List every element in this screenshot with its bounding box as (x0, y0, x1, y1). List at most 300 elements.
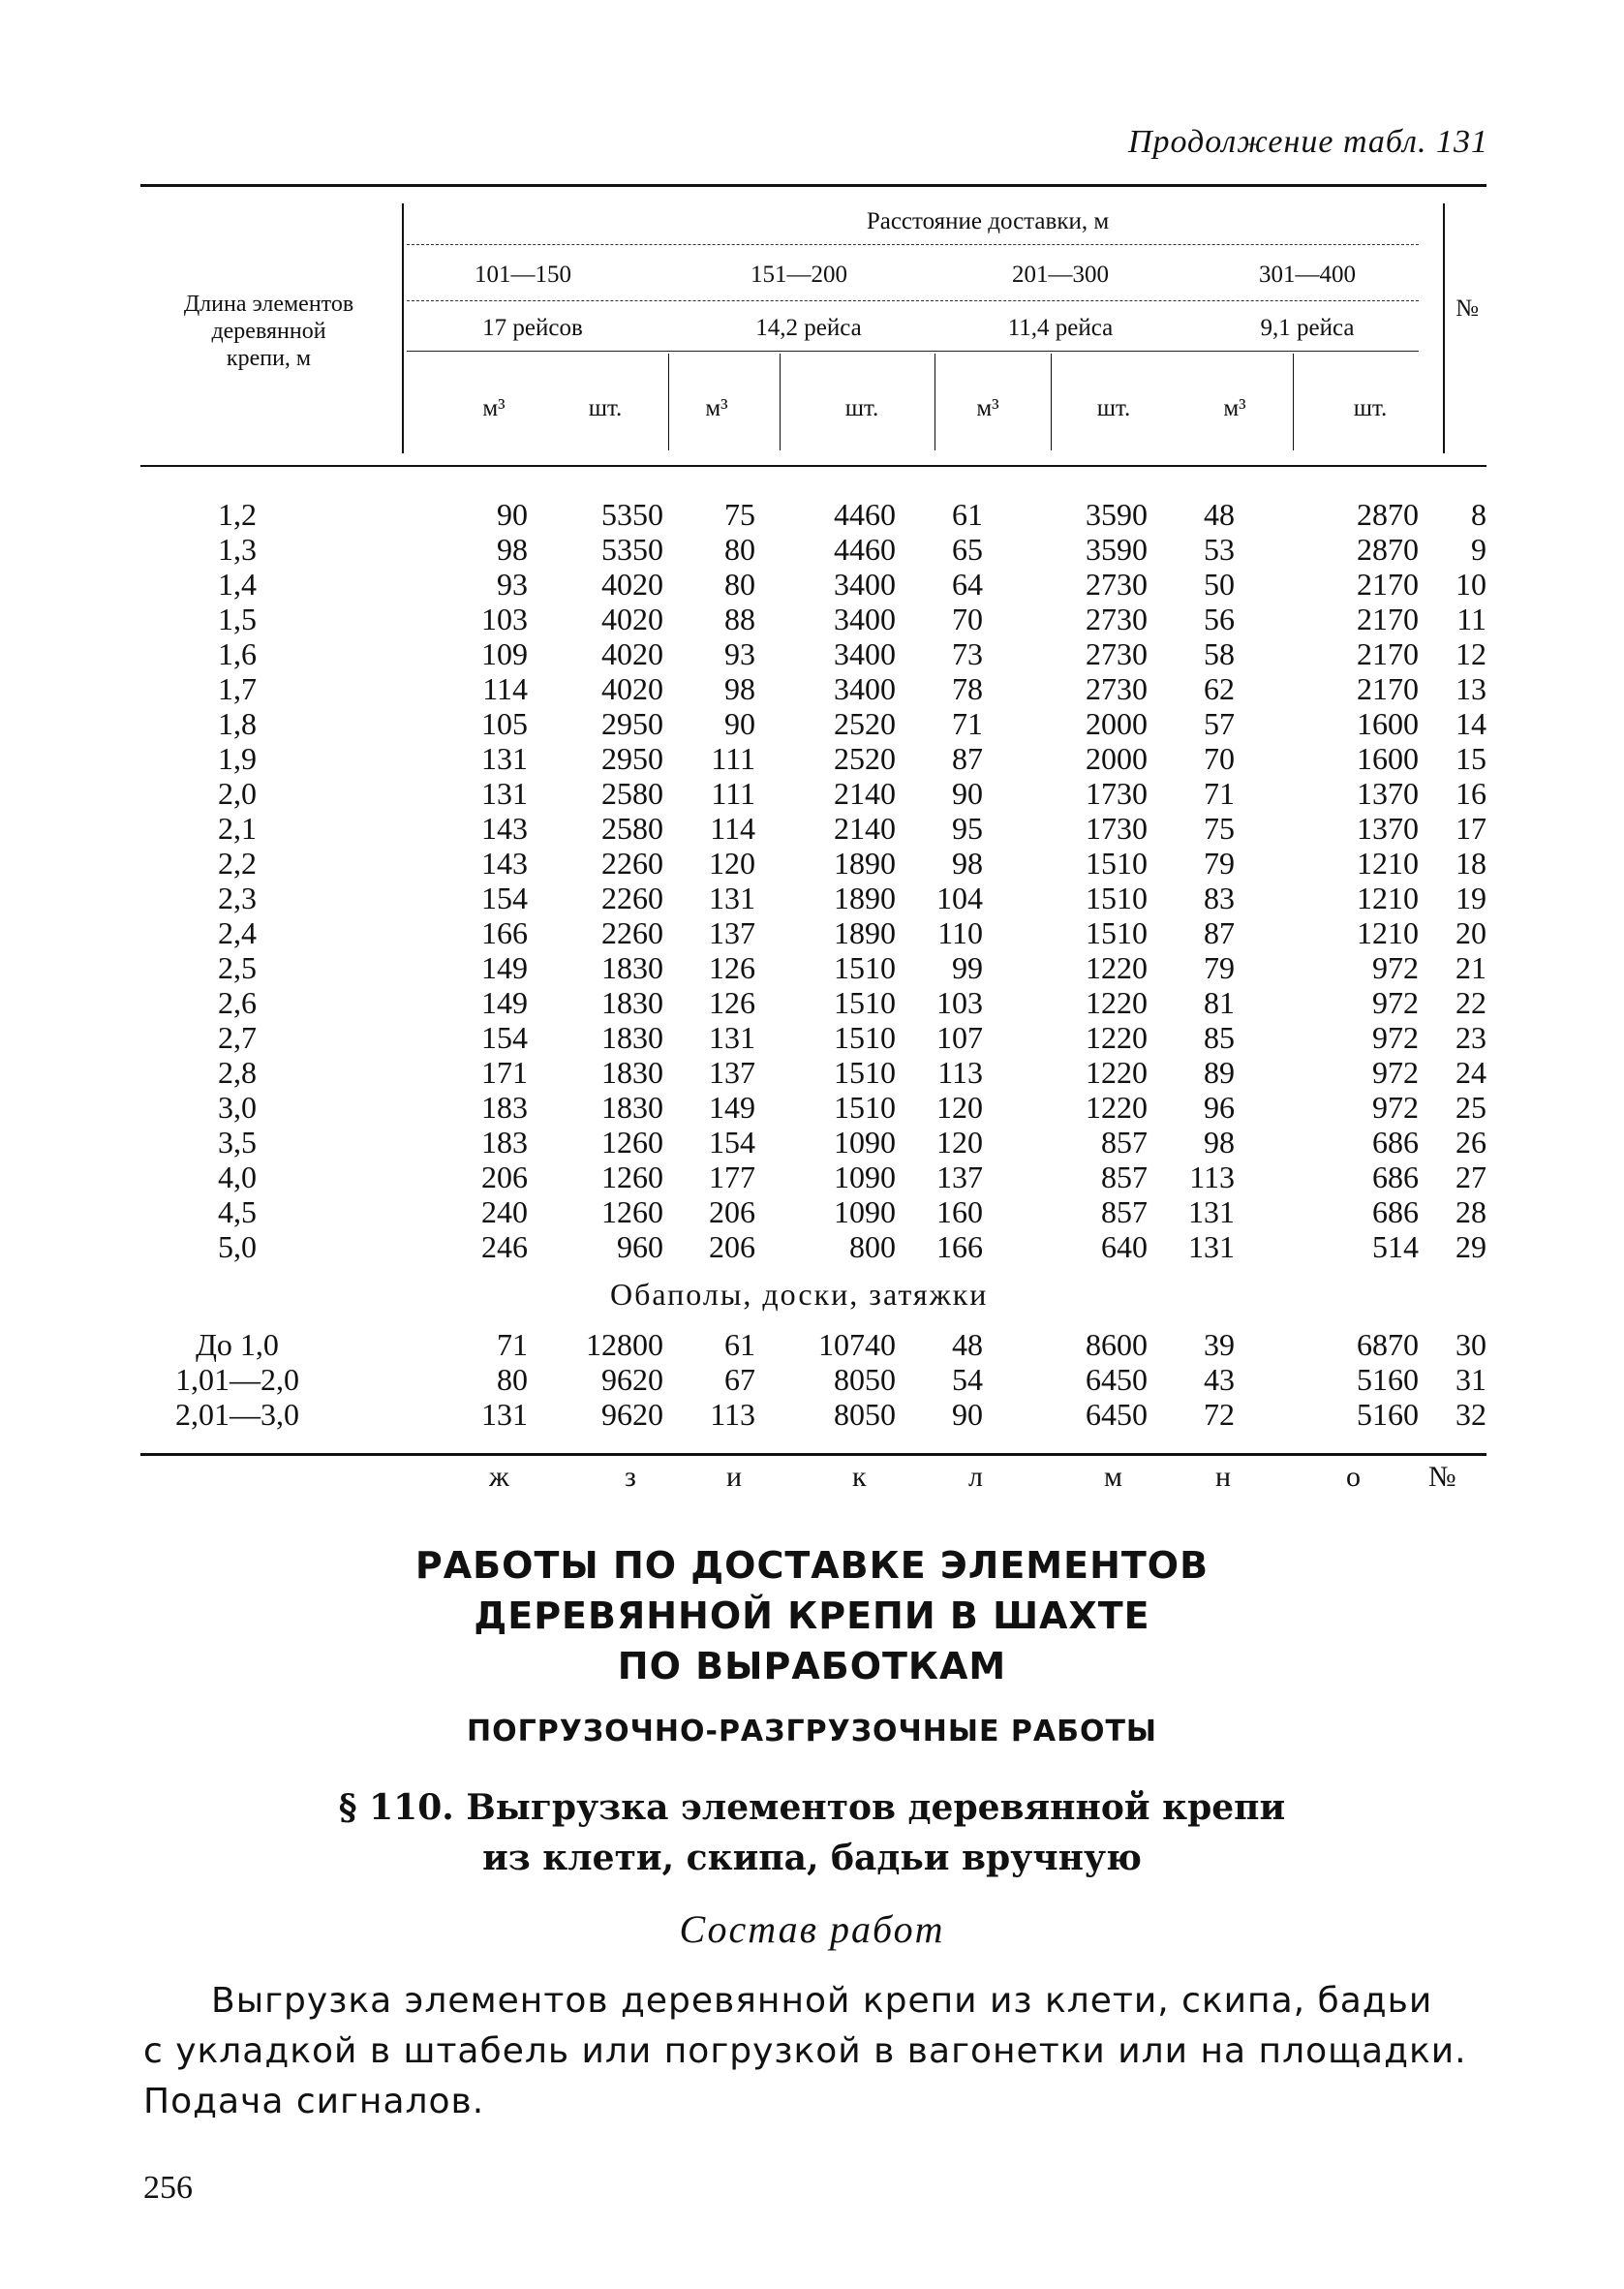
table-cell: 2950 (601, 741, 663, 776)
row-length-cell: 2,2 (218, 846, 257, 881)
table-cell: 137 (936, 1160, 983, 1194)
table-cell: 8600 (1086, 1327, 1148, 1362)
table-row (140, 602, 1486, 636)
row-length-cell: 2,8 (218, 1055, 257, 1090)
table-cell: 1890 (834, 915, 896, 950)
table-row (140, 636, 1486, 671)
table-cell: 857 (1101, 1125, 1148, 1160)
row-label-header (136, 291, 402, 372)
row-length-cell: 2,0 (218, 776, 257, 811)
table-cell: 5160 (1357, 1397, 1419, 1432)
continuation-label: Продолжение табл. 131 (1127, 124, 1488, 160)
table-cell: 137 (709, 1055, 755, 1090)
unit-sht: шт. (1096, 395, 1131, 421)
table-cell: 64 (952, 567, 983, 602)
title-line: ДЕРЕВЯННОЙ КРЕПИ В ШАХТЕ (474, 1594, 1150, 1637)
table-cell: 1510 (834, 1090, 896, 1125)
table-cell: 85 (1204, 1020, 1235, 1055)
table-cell: 2580 (601, 811, 663, 846)
table-cell: 103 (936, 985, 983, 1020)
table-bottom-rule (140, 1453, 1486, 1456)
table-row (140, 881, 1486, 915)
row-length-cell: 1,9 (218, 741, 257, 776)
table-row (140, 950, 1486, 985)
table-cell: 2580 (601, 776, 663, 811)
column-key: и (726, 1461, 743, 1493)
row-label-line: крепи, м (226, 346, 312, 371)
table-cell: 686 (1372, 1125, 1419, 1160)
section-line: § 110. Выгрузка элементов деревянной крепи (338, 1787, 1286, 1828)
table-cell: 12 (1455, 636, 1486, 671)
table-cell: 171 (481, 1055, 528, 1090)
table-cell: 103 (481, 602, 528, 636)
table-cell: 15 (1455, 741, 1486, 776)
table-cell: 2140 (834, 776, 896, 811)
table-cell: 14 (1455, 706, 1486, 741)
table-cell: 126 (709, 950, 755, 985)
distance-title: Расстояние доставки, м (866, 208, 1110, 234)
table-cell: 24 (1455, 1055, 1486, 1090)
table-row (140, 1125, 1486, 1160)
table-cell: 71 (1204, 776, 1235, 811)
table-cell: 4460 (834, 497, 896, 532)
table-cell: 27 (1455, 1160, 1486, 1194)
table-cell: 9620 (601, 1397, 663, 1432)
unit-divider (668, 354, 669, 450)
column-key: л (968, 1461, 983, 1493)
number-header: № (1455, 295, 1479, 322)
table-cell: 857 (1101, 1160, 1148, 1194)
table-cell: 75 (724, 497, 755, 532)
table-cell: 131 (481, 776, 528, 811)
table-cell: 54 (952, 1362, 983, 1397)
table-cell: 154 (481, 1020, 528, 1055)
table-cell: 2170 (1357, 671, 1419, 706)
table-cell: 114 (482, 671, 528, 706)
table-cell: 19 (1455, 881, 1486, 915)
table-cell: 1510 (834, 1020, 896, 1055)
row-length-cell: 1,5 (218, 602, 257, 636)
table-cell: 111 (711, 776, 755, 811)
table-cell: 2520 (834, 741, 896, 776)
table-cell: 6450 (1086, 1397, 1148, 1432)
subtitle: ПОГРУЗОЧНО-РАЗГРУЗОЧНЫЕ РАБОТЫ (466, 1715, 1158, 1748)
table-row (140, 776, 1486, 811)
header-rule (407, 244, 1419, 245)
table-cell: 104 (936, 881, 983, 915)
table-row (140, 915, 1486, 950)
table-cell: 972 (1372, 1020, 1419, 1055)
table-row (140, 1055, 1486, 1090)
table-cell: 960 (617, 1229, 663, 1264)
table-cell: 87 (952, 741, 983, 776)
table-cell: 2520 (834, 706, 896, 741)
data-table-second (140, 1327, 1486, 1432)
table-cell: 20 (1455, 915, 1486, 950)
table-cell: 154 (481, 881, 528, 915)
table-cell: 87 (1204, 915, 1235, 950)
range-label: 151—200 (751, 262, 847, 288)
table-cell: 50 (1204, 567, 1235, 602)
table-cell: 131 (709, 881, 755, 915)
table-cell: 1830 (601, 1020, 663, 1055)
table-cell: 8 (1471, 497, 1486, 532)
table-cell: 143 (481, 846, 528, 881)
table-row (140, 1194, 1486, 1229)
table-cell: 61 (724, 1327, 755, 1362)
table-cell: 4020 (601, 567, 663, 602)
table-cell: 75 (1204, 811, 1235, 846)
table-cell: 28 (1455, 1194, 1486, 1229)
column-key: № (1428, 1461, 1456, 1493)
table-cell: 95 (952, 811, 983, 846)
table-cell: 9 (1471, 532, 1486, 567)
table-row (140, 1327, 1486, 1362)
table-cell: 80 (724, 567, 755, 602)
table-cell: 3400 (834, 636, 896, 671)
table-cell: 73 (952, 636, 983, 671)
table-cell: 1600 (1357, 741, 1419, 776)
table-cell: 78 (952, 671, 983, 706)
table-cell: 11 (1456, 602, 1486, 636)
table-row (140, 532, 1486, 567)
table-cell: 93 (497, 567, 528, 602)
table-cell: 154 (709, 1125, 755, 1160)
table-cell: 70 (1204, 741, 1235, 776)
table-cell: 10 (1455, 567, 1486, 602)
table-cell: 800 (849, 1229, 896, 1264)
row-length-cell: 4,0 (218, 1160, 257, 1194)
table-cell: 39 (1204, 1327, 1235, 1362)
table-cell: 1510 (1086, 846, 1148, 881)
table-cell: 12800 (586, 1327, 663, 1362)
table-cell: 4020 (601, 636, 663, 671)
title-line: РАБОТЫ ПО ДОСТАВКЕ ЭЛЕМЕНТОВ (414, 1544, 1210, 1587)
table-cell: 1370 (1357, 776, 1419, 811)
table-row (140, 1020, 1486, 1055)
table-cell: 686 (1372, 1194, 1419, 1229)
table-cell: 88 (724, 602, 755, 636)
table-cell: 2260 (601, 915, 663, 950)
table-cell: 58 (1204, 636, 1235, 671)
table-cell: 80 (497, 1362, 528, 1397)
table-cell: 131 (1188, 1194, 1235, 1229)
table-cell: 90 (724, 706, 755, 741)
table-cell: 3400 (834, 567, 896, 602)
column-key: н (1215, 1461, 1232, 1493)
table-cell: 1260 (601, 1194, 663, 1229)
table-cell: 149 (481, 950, 528, 985)
table-cell: 131 (481, 1397, 528, 1432)
table-cell: 1220 (1086, 1020, 1148, 1055)
table-cell: 1510 (834, 1055, 896, 1090)
column-key: о (1346, 1461, 1361, 1493)
table-cell: 5350 (601, 532, 663, 567)
table-row (140, 1090, 1486, 1125)
table-cell: 686 (1372, 1160, 1419, 1194)
title-line: ПО ВЫРАБОТКАМ (617, 1645, 1007, 1687)
table-cell: 30 (1455, 1327, 1486, 1362)
table-cell: 32 (1455, 1397, 1486, 1432)
table-row (140, 671, 1486, 706)
table-cell: 26 (1455, 1125, 1486, 1160)
table-cell: 96 (1204, 1090, 1235, 1125)
table-cell: 1210 (1357, 881, 1419, 915)
table-cell: 3400 (834, 671, 896, 706)
table-cell: 9620 (601, 1362, 663, 1397)
table-cell: 1510 (834, 950, 896, 985)
table-cell: 6870 (1357, 1327, 1419, 1362)
range-label: 301—400 (1259, 262, 1356, 288)
table-cell: 1600 (1357, 706, 1419, 741)
section-line: из клети, скипа, бадьи вручную (482, 1838, 1142, 1878)
row-length-cell: 3,5 (218, 1125, 257, 1160)
row-length-cell: 2,7 (218, 1020, 257, 1055)
body-paragraph (143, 1976, 1489, 2127)
table-cell: 3590 (1086, 532, 1148, 567)
column-key: ж (489, 1461, 509, 1493)
table-cell: 80 (724, 532, 755, 567)
table-cell: 90 (952, 776, 983, 811)
table-cell: 3400 (834, 602, 896, 636)
column-key: з (625, 1461, 636, 1493)
table-cell: 4460 (834, 532, 896, 567)
table-row (140, 1397, 1486, 1432)
table-row (140, 811, 1486, 846)
table-cell: 83 (1204, 881, 1235, 915)
table-cell: 1220 (1086, 950, 1148, 985)
table-row (140, 497, 1486, 532)
table-cell: 1090 (834, 1125, 896, 1160)
row-length-cell: 2,5 (218, 950, 257, 985)
table-cell: 67 (724, 1362, 755, 1397)
table-cell: 8050 (834, 1362, 896, 1397)
table-cell: 90 (952, 1397, 983, 1432)
table-cell: 90 (497, 497, 528, 532)
table-cell: 65 (952, 532, 983, 567)
page-number: 256 (143, 2170, 193, 2206)
unit-m3: м³ (482, 395, 506, 421)
table-cell: 98 (497, 532, 528, 567)
table-cell: 53 (1204, 532, 1235, 567)
table-cell: 72 (1204, 1397, 1235, 1432)
header-divider-right (1443, 203, 1445, 453)
table-cell: 149 (481, 985, 528, 1020)
table-cell: 111 (711, 741, 755, 776)
row-label-line: деревянной (211, 319, 326, 344)
table-cell: 6450 (1086, 1362, 1148, 1397)
table-cell: 2730 (1086, 567, 1148, 602)
header-bottom-rule (140, 465, 1486, 467)
table-cell: 2950 (601, 706, 663, 741)
row-length-cell: 1,4 (218, 567, 257, 602)
table-cell: 5160 (1357, 1362, 1419, 1397)
table-cell: 131 (1188, 1229, 1235, 1264)
table-cell: 972 (1372, 1090, 1419, 1125)
table-cell: 2260 (601, 846, 663, 881)
table-cell: 110 (937, 915, 983, 950)
table-cell: 3590 (1086, 497, 1148, 532)
unit-m3: м³ (1223, 395, 1246, 421)
composition-heading: Состав работ (679, 1907, 945, 1951)
table-cell: 1210 (1357, 915, 1419, 950)
table-cell: 98 (952, 846, 983, 881)
table-cell: 2730 (1086, 636, 1148, 671)
table-cell: 149 (709, 1090, 755, 1125)
table-cell: 71 (952, 706, 983, 741)
table-cell: 1890 (834, 881, 896, 915)
table-cell: 56 (1204, 602, 1235, 636)
header-divider-left (402, 203, 404, 453)
unit-sht: шт. (844, 395, 879, 421)
table-cell: 1830 (601, 985, 663, 1020)
row-length-cell: До 1,0 (196, 1327, 279, 1362)
table-cell: 1090 (834, 1160, 896, 1194)
table-cell: 131 (481, 741, 528, 776)
table-cell: 25 (1455, 1090, 1486, 1125)
table-cell: 1730 (1086, 811, 1148, 846)
range-label: 101—150 (475, 262, 571, 288)
table-cell: 113 (1189, 1160, 1235, 1194)
table-cell: 1730 (1086, 776, 1148, 811)
data-table (140, 497, 1486, 1264)
table-cell: 246 (481, 1229, 528, 1264)
paragraph-line: Выгрузка элементов деревянной крепи из клети, скипа, бадьи (211, 1981, 1433, 2021)
trips-label: 11,4 рейса (1007, 315, 1114, 341)
table-cell: 93 (724, 636, 755, 671)
table-cell: 120 (936, 1125, 983, 1160)
table-cell: 13 (1455, 671, 1486, 706)
table-row (140, 706, 1486, 741)
row-length-cell: 1,2 (218, 497, 257, 532)
table-cell: 514 (1372, 1229, 1419, 1264)
table-cell: 61 (952, 497, 983, 532)
table-cell: 1890 (834, 846, 896, 881)
table-cell: 1210 (1357, 846, 1419, 881)
row-length-cell: 2,01—3,0 (175, 1397, 299, 1432)
range-label: 201—300 (1012, 262, 1109, 288)
table-cell: 2170 (1357, 602, 1419, 636)
table-cell: 1510 (834, 985, 896, 1020)
table-cell: 972 (1372, 950, 1419, 985)
row-length-cell: 2,4 (218, 915, 257, 950)
unit-sht: шт. (1353, 395, 1388, 421)
table-cell: 1220 (1086, 1055, 1148, 1090)
table-cell: 2730 (1086, 671, 1148, 706)
table-cell: 1260 (601, 1125, 663, 1160)
trips-label: 17 рейсов (482, 315, 583, 341)
table-cell: 240 (481, 1194, 528, 1229)
trips-label: 14,2 рейса (755, 315, 862, 341)
table-cell: 99 (952, 950, 983, 985)
table-cell: 1510 (1086, 881, 1148, 915)
table-cell: 107 (936, 1020, 983, 1055)
section-heading (0, 1782, 1624, 1883)
table-cell: 43 (1204, 1362, 1235, 1397)
table-cell: 1510 (1086, 915, 1148, 950)
table-cell: 2170 (1357, 636, 1419, 671)
trips-label: 9,1 рейса (1260, 315, 1355, 341)
table-cell: 48 (1204, 497, 1235, 532)
table-cell: 206 (709, 1194, 755, 1229)
table-cell: 48 (952, 1327, 983, 1362)
table-row (140, 846, 1486, 881)
table-cell: 8050 (834, 1397, 896, 1432)
table-cell: 17 (1455, 811, 1486, 846)
table-cell: 2170 (1357, 567, 1419, 602)
table-cell: 2140 (834, 811, 896, 846)
table-cell: 18 (1455, 846, 1486, 881)
paragraph-line: с укладкой в штабель или погрузкой в вагонетки или на площадки. (143, 2031, 1467, 2071)
table-cell: 143 (481, 811, 528, 846)
unit-divider (1293, 354, 1294, 450)
row-length-cell: 3,0 (218, 1090, 257, 1125)
header-rule (407, 351, 1419, 352)
table-subheading: Обаполы, доски, затяжки (610, 1277, 989, 1312)
table-cell: 23 (1455, 1020, 1486, 1055)
table-cell: 1220 (1086, 985, 1148, 1020)
table-cell: 2730 (1086, 602, 1148, 636)
table-cell: 183 (481, 1090, 528, 1125)
table-cell: 4020 (601, 671, 663, 706)
table-cell: 2870 (1357, 497, 1419, 532)
table-cell: 109 (481, 636, 528, 671)
unit-m3: м³ (976, 395, 999, 421)
table-cell: 206 (709, 1229, 755, 1264)
table-cell: 166 (936, 1229, 983, 1264)
row-length-cell: 1,8 (218, 706, 257, 741)
table-cell: 1830 (601, 1090, 663, 1125)
row-label-line: Длина элементов (183, 292, 354, 317)
row-length-cell: 1,3 (218, 532, 257, 567)
table-cell: 2000 (1086, 706, 1148, 741)
table-cell: 183 (481, 1125, 528, 1160)
table-cell: 113 (937, 1055, 983, 1090)
table-cell: 98 (1204, 1125, 1235, 1160)
row-length-cell: 2,3 (218, 881, 257, 915)
table-cell: 1260 (601, 1160, 663, 1194)
row-length-cell: 2,6 (218, 985, 257, 1020)
table-cell: 1090 (834, 1194, 896, 1229)
table-cell: 177 (709, 1160, 755, 1194)
table-cell: 1830 (601, 1055, 663, 1090)
table-row (140, 741, 1486, 776)
table-cell: 2260 (601, 881, 663, 915)
table-cell: 972 (1372, 985, 1419, 1020)
table-row (140, 985, 1486, 1020)
table-cell: 105 (481, 706, 528, 741)
table-cell: 4020 (601, 602, 663, 636)
column-key: м (1104, 1461, 1122, 1493)
table-cell: 120 (936, 1090, 983, 1125)
row-length-cell: 1,01—2,0 (175, 1362, 299, 1397)
table-cell: 10740 (818, 1327, 896, 1362)
row-length-cell: 4,5 (218, 1194, 257, 1229)
table-cell: 71 (497, 1327, 528, 1362)
table-cell: 1220 (1086, 1090, 1148, 1125)
table-cell: 29 (1455, 1229, 1486, 1264)
table-cell: 160 (936, 1194, 983, 1229)
header-rule (407, 300, 1419, 301)
table-row (140, 567, 1486, 602)
table-cell: 640 (1101, 1229, 1148, 1264)
table-cell: 89 (1204, 1055, 1235, 1090)
table-cell: 113 (710, 1397, 755, 1432)
table-cell: 21 (1455, 950, 1486, 985)
table-row (140, 1229, 1486, 1264)
row-length-cell: 1,7 (218, 671, 257, 706)
table-cell: 120 (709, 846, 755, 881)
